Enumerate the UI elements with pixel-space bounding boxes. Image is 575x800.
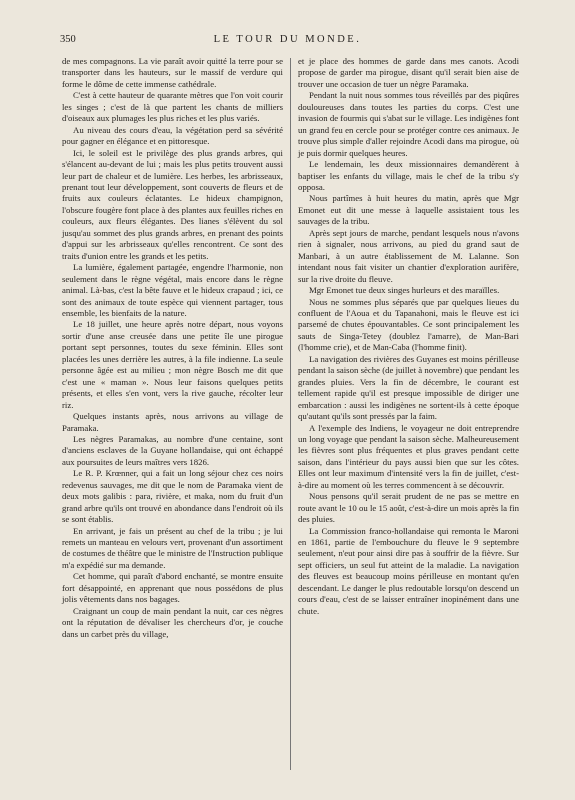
paragraph: Nous pensons qu'il serait prudent de ne pas se mettre en route avant le 10 ou le 15 août, c'est-à-dire un mois après la fin des pluies. — [298, 491, 519, 525]
paragraph: Nous partîmes à huit heures du matin, après que Mgr Emonet eut dit une messe à laquelle assistaient tous les sauvages de la tribu. — [298, 193, 519, 227]
paragraph: Ici, le soleil est le privilège des plus grands arbres, qui s'élancent au-devant de lui ; mais les plus petits trouvent aussi leur part de chaleur et de lumière. Les herbes, les arbrisseaux, prenant tout leur développement, sont couverts de fleurs et de fruits aux couleurs éclatantes. Le hideux champignon, l'obscure fougère font place à des plantes aux feuilles riches en couleurs, aux fleurs élégantes. Des lianes s'élèvent du sol jusqu'au sommet des plus grands arbres, en prenant des points d'appui sur les arbrisseaux qu'elles rencontrent. Ce sont des traits d'union entre les grands et les petits. — [62, 147, 283, 261]
paragraph: Mgr Emonet tue deux singes hurleurs et des maraïlles. — [309, 285, 500, 296]
page-header — [60, 34, 515, 50]
paragraph: Le lendemain, les deux missionnaires demandèrent à baptiser les enfants du village, mais le chef de la tribu s'y opposa. — [298, 159, 519, 192]
paragraph: Le R. P. Krœnner, qui a fait un long séjour chez ces noirs redevenus sauvages, me dit que le nom de Paramaka vient de deux mots galibis : para, rivière, et maka, nom du fruit d'un grand arbre qu'ils ont trouvé en abondance dans l'endroit où ils se sont établis. — [62, 468, 283, 525]
left-column — [62, 56, 283, 640]
paragraph: Nous ne sommes plus séparés que par quelques lieues du confluent de l'Aoua et du Tapanahoni, mais le fleuve est ici parsemé de chutes épouvantables. Ce sont principalement les sauts de Singa-Tetey (doublez l'amarre), de Man-Bari (l'homme crie), et de Man-Caba (l'homme finit). — [298, 296, 519, 353]
paragraph: La Commission franco-hollandaise qui remonta le Maroni en 1861, partie de l'embouchure du fleuve le 9 septembre seulement, n'eut pour ainsi dire pas à souffrir de la fièvre. Sur sept officiers, un seul fut atteint de la maladie. La navigation des fleuves est beaucoup moins périlleuse en montant qu'en descendant. Le danger le plus redoutable lorsqu'on descend un cours d'eau, c'est de se laisser entraîner inopinément dans une chute. — [298, 525, 519, 616]
running-title: LE TOUR DU MONDE. — [213, 34, 362, 45]
paragraph: La navigation des rivières des Guyanes est moins périlleuse pendant la saison sèche (de juillet à novembre) que pendant les grandes pluies. Vers la fin de décembre, le courant est tellement rapide qu'il est presque impossible de diriger une embarcation : aussi les indigènes ne sortent-ils à cette époque qu'autant qu'ils sont pressés par la faim. — [298, 353, 519, 422]
paragraph: Au niveau des cours d'eau, la végétation perd sa sévérité pour gagner en élégance et en pittoresque. — [62, 124, 283, 147]
paragraph: Le 18 juillet, une heure après notre départ, nous voyons sortir d'une anse creusée dans une petite île une pirogue portant sept personnes, toutes du sexe féminin. Elles sont placées les unes derrière les autres, à la file indienne. La seule personne âgée est au milieu ; mon nègre Bosch me dit que c'est une « maman ». Nous leur faisons quelques petits présents, et elles s'en vont, vers la rive gauche, récolter leur riz. — [62, 319, 283, 410]
paragraph: A l'exemple des Indiens, le voyageur ne doit entreprendre un long voyage que pendant la saison sèche. Malheureusement les fièvres sont plus fréquentes et plus graves pendant cette saison, dans l'intérieur du pays aussi bien que sur les côtes. Elles ont leur maximum d'intensité vers la fin de juillet, c'est-à-dire au moment où les terres commencent à se découvrir. — [298, 422, 519, 490]
column-divider — [290, 58, 291, 770]
right-column — [298, 56, 519, 617]
paragraph: La lumière, également partagée, engendre l'harmonie, non seulement dans le règne végétal, mais encore dans le règne animal. Là-bas, c'est la bête fauve et le hideux crapaud ; ici, ce sont des animaux de toute espèce qui viennent partager, tous ensemble, les bienfaits de la nature. — [62, 262, 283, 318]
paragraph: En arrivant, je fais un présent au chef de la tribu ; je lui remets un manteau en velours vert, provenant d'un assortiment de costumes de théâtre que le ministre de l'Instruction publique m'a expédié sur ma demande. — [62, 525, 283, 570]
paragraph: Les nègres Paramakas, au nombre d'une centaine, sont d'anciens esclaves de la Guyane hollandaise, qui ont échappé aux poursuites de leurs maîtres vers 1826. — [62, 433, 283, 467]
paragraph: et je place des hommes de garde dans mes canots. Acodi propose de garder ma pirogue, disant qu'il serait bien aise de trouver une occasion de tuer un nègre Paramaka. — [298, 56, 519, 89]
paragraph: Cet homme, qui paraît d'abord enchanté, se montre ensuite fort désappointé, en apprenant que nous possédons de plus jolis vêtements dans nos bagages. — [62, 571, 283, 605]
paragraph: Craignant un coup de main pendant la nuit, car ces nègres ont la réputation de dévaliser les chercheurs d'or, je couche dans un carbet près du village, — [62, 605, 283, 639]
paragraph: Pendant la nuit nous sommes tous réveillés par des piqûres douloureuses dans toutes les parties du corps. C'est une invasion de fourmis qui s'abat sur le village. Les indigènes font un grand feu en cercle pour se protéger contre ces animaux. Je trouve plus simple d'aller rejoindre Acodi dans ma pirogue, où je puis dormir quelques heures. — [298, 90, 520, 158]
paragraph: C'est à cette hauteur de quarante mètres que l'on voit courir les singes ; c'est de là que partent les chants de milliers d'oiseaux aux plumages les plus riches et les plus variés. — [62, 90, 283, 124]
page-number: 350 — [60, 34, 76, 45]
paragraph: de mes compagnons. La vie paraît avoir quitté la terre pour se transporter dans les hauteurs, sur le massif de verdure qui forme le dôme de cette immense cathédrale. — [62, 56, 283, 89]
paragraph: Après sept jours de marche, pendant lesquels nous n'avons rien à signaler, nous arrivons, au pied du grand saut de Manbari, à un autre établissement de M. Lalanne. Son intendant nous fait visiter un chantier d'exploration aurifère, sur la rive droite du fleuve. — [298, 227, 519, 284]
paragraph: Quelques instants après, nous arrivons au village de Paramaka. — [62, 411, 283, 433]
